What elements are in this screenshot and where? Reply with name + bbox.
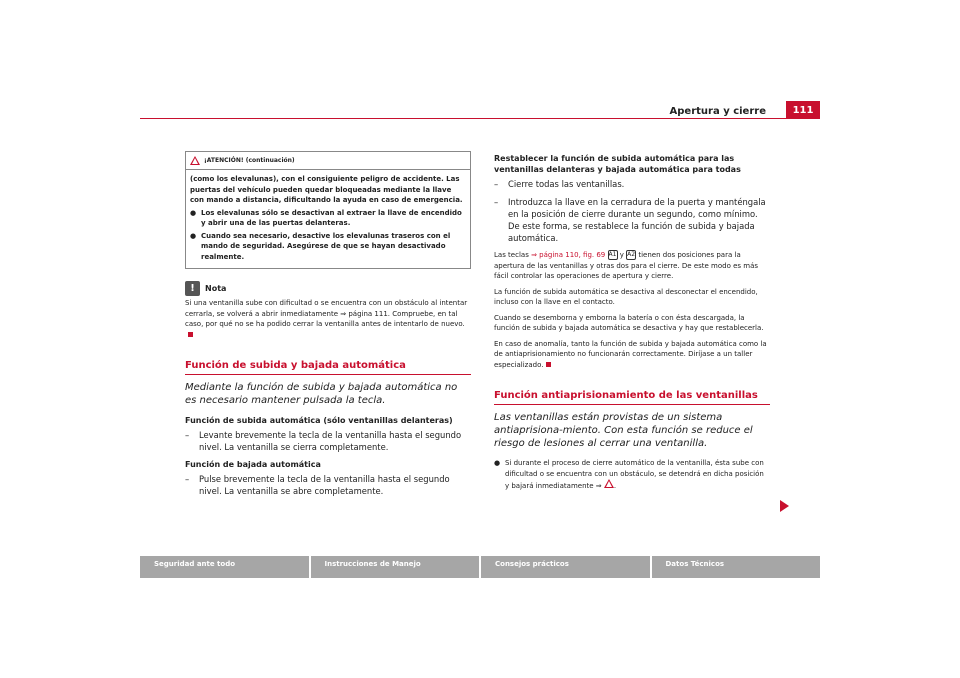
label-a1: A1	[608, 251, 617, 258]
bullet-icon: ●	[494, 459, 501, 467]
page-number: 111	[786, 101, 820, 119]
warning-bullet	[190, 208, 466, 229]
warning-title: ¡ATENCIÓN! (continuación)	[204, 157, 295, 164]
text: y	[619, 251, 624, 259]
warning-bullet-text: Los elevalunas sólo se desactivan al extraer la llave de encendido y abrir una de las puertas delanteras.	[201, 208, 462, 227]
note-body: Si una ventanilla sube con dificultad o se encuentra con un obstáculo al intentar cerrarla, se volverá a abrir inmediatamente ⇒ página 111. Compruebe, en tal caso, por qué no se ha podido cerrar la ventanilla antes de intentarlo de nuevo.	[185, 299, 468, 328]
tab-seguridad[interactable]: Seguridad ante todo	[140, 556, 309, 578]
step-item: – Introduzca la llave en la cerradura de la puerta y manténgala en la posición de cierre durante un segundo, como mínimo. De este forma, se restablece la función de subida y bajada automática.	[494, 196, 770, 244]
note-header	[185, 281, 471, 296]
bullet-icon: ●	[190, 208, 197, 217]
warning-text: (como los elevalunas), con el consiguiente peligro de accidente. Las puertas del vehículo pueden quedar bloqueadas mediante la llave con mando a distancia, dificultando la ayuda en caso de emergencia.	[190, 175, 463, 204]
restore-paragraph: Cuando se desemborna y emborna la batería o con ésta descargada, la función de subida y bajada automática se desactiva y hay que restablecerla.	[494, 313, 764, 332]
warning-icon	[190, 156, 200, 165]
page-reference-link[interactable]: ⇒ página 110, fig. 69	[531, 251, 606, 259]
next-page-arrow-icon[interactable]	[780, 500, 789, 512]
restore-paragraph	[494, 339, 770, 371]
tab-instrucciones[interactable]: Instrucciones de Manejo	[311, 556, 480, 578]
step-item: – Pulse brevemente la tecla de la ventanilla hasta el segundo nivel. La ventanilla se abre completamente.	[185, 473, 471, 497]
section-intro: Las ventanillas están provistas de un sistema antiaprisiona-miento. Con esta función se reduce el riesgo de lesiones al cerrar una ventanilla.	[494, 412, 753, 449]
section-title: Función de subida y bajada automática	[185, 360, 471, 375]
text: tienen dos posiciones para la apertura de las ventanillas y otras dos para el cierre. De este modo es más fácil controlar las operaciones de apertura y cierre.	[494, 251, 759, 280]
note-icon: !	[185, 281, 200, 296]
step-item: – Levante brevemente la tecla de la ventanilla hasta el segundo nivel. La ventanilla se cierra completamente.	[185, 429, 471, 453]
warning-bullet-text: Cuando sea necesario, desactive los elevalunas traseros con el mando de seguridad. Asegúrese de que se hayan desactivado realmente.	[201, 231, 451, 261]
restore-paragraph	[494, 250, 770, 282]
subheading: Función de subida automática (sólo ventanillas delanteras)	[185, 416, 453, 425]
end-mark-icon	[546, 362, 551, 367]
restore-heading: Restablecer la función de subida automática para las ventanillas delanteras y bajada automática para todas	[494, 154, 741, 174]
step-item: – Cierre todas las ventanillas.	[494, 179, 625, 189]
section-title: Función antiaprisionamiento de las ventanillas	[494, 390, 770, 405]
header-rule	[140, 118, 820, 119]
note-text	[185, 298, 471, 340]
step-text: Pulse brevemente la tecla de la ventanilla hasta el segundo nivel. La ventanilla se abre completamente.	[199, 474, 450, 496]
bullet-icon: ●	[190, 231, 197, 240]
subheading: Función de bajada automática	[185, 460, 321, 469]
note-title: Nota	[205, 284, 227, 293]
warning-header	[186, 152, 470, 170]
header-title: Apertura y cierre	[669, 106, 766, 117]
warning-bullet	[190, 231, 466, 263]
end-mark-icon	[188, 332, 193, 337]
text: En caso de anomalía, tanto la función de subida y bajada automática como la de antiaprisionamiento no funcionarán correctamente. Diríjase a un taller especializado.	[494, 339, 767, 369]
text: Las teclas	[494, 251, 529, 259]
section-intro: Mediante la función de subida y bajada automática no es necesario mantener pulsada la tecla.	[185, 382, 458, 406]
warning-box	[185, 151, 471, 269]
bullet-item: ● Si durante el proceso de cierre automático de la ventanilla, ésta sube con dificultad o se encuentra con un obstáculo, se detendrá en dicha posición y bajará inmediatamente ⇒ .	[494, 459, 764, 490]
restore-paragraph: La función de subida automática se desactiva al desconectar el encendido, incluso con la llave en el contacto.	[494, 287, 758, 306]
label-a2: A2	[627, 251, 636, 258]
right-column	[494, 151, 770, 492]
step-text: Cierre todas las ventanillas.	[508, 179, 625, 189]
left-column	[185, 151, 471, 503]
bullet-text: Si durante el proceso de cierre automático de la ventanilla, ésta sube con dificultad o se encuentra con un obstáculo, se detendrá en dicha posición y bajará inmediatamente ⇒	[505, 459, 764, 490]
step-text: Levante brevemente la tecla de la ventanilla hasta el segundo nivel. La ventanilla se cierra completamente.	[199, 430, 462, 452]
tab-consejos[interactable]: Consejos prácticos	[481, 556, 650, 578]
warning-icon	[604, 479, 614, 488]
step-text: Introduzca la llave en la cerradura de la puerta y manténgala en la posición de cierre durante un segundo, como mínimo. De este forma, se restablece la función de subida y bajada automática.	[508, 197, 766, 243]
footer-nav	[140, 556, 820, 578]
tab-datos[interactable]: Datos Técnicos	[652, 556, 821, 578]
